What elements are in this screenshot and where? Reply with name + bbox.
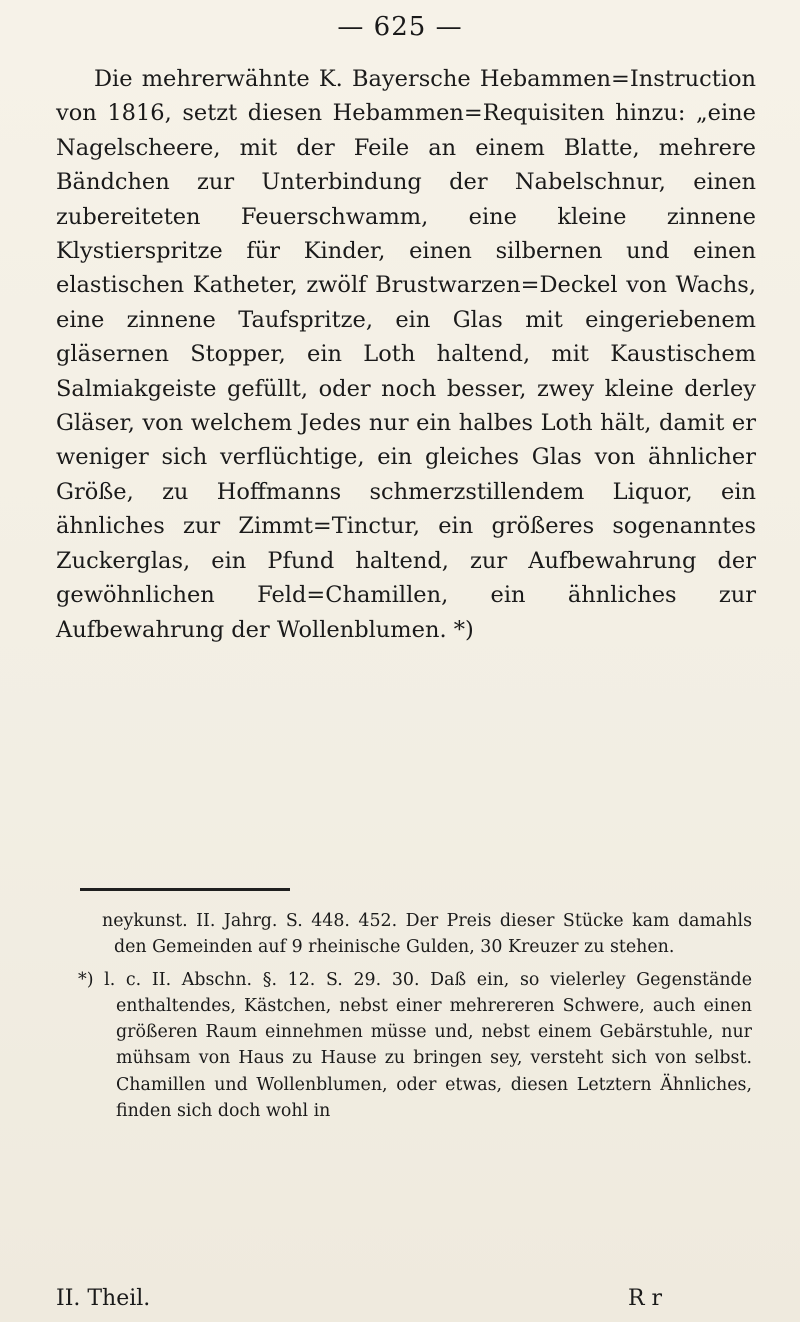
footnote-divider — [80, 888, 290, 891]
page-number: — 625 — — [337, 12, 463, 42]
signature-mark: R r — [628, 1286, 663, 1311]
footnote-continued: neykunst. II. Jahrg. S. 448. 452. Der Preis dieser Stücke kam damahls den Gemeinden auf 9 rheinische Gulden, 30 Kreuzer zu stehen. — [102, 911, 752, 958]
footnotes — [72, 908, 752, 1130]
footnote-star: *) l. c. II. Abschn. §. 12. S. 29. 30. Daß ein, so vielerley Gegenstände enthaltendes, Kästchen, nebst einer mehrereren Schwere, auch einen größeren Raum einnehmen müsse und, nebst einem Gebärstuhle, nur mühsam von Haus zu Hause zu bringen sey, versteht sich von selbst. Chamillen und Wollenblumen, oder etwas, diesen Letztern Ähnliches, finden sich doch wohl in — [78, 969, 752, 1122]
part-label: II. Theil. — [56, 1286, 151, 1311]
main-paragraph: Die mehrerwähnte K. Bayersche Hebammen=Instruction von 1816, setzt diesen Hebammen=Requisiten hinzu: „eine Nagelscheere, mit der Feile an einem Blatte, mehrere Bändchen zur Unterbindung der Nabelschnur, einen zubereiteten Feuerschwamm, eine kleine zinnene Klystierspritze für Kinder, einen silbernen und einen elastischen Katheter, zwölf Brustwarzen=Deckel von Wachs, eine zinnene Taufspritze, ein Glas mit eingeriebenem gläsernen Stopper, ein Loth haltend, mit Kaustischem Salmiakgeiste gefüllt, oder noch besser, zwey kleine derley Gläser, von welchem Jedes nur ein halbes Loth hält, damit er weniger sich verflüchtige, ein gleiches Glas von ähnlicher Größe, zu Hoffmanns schmerzstillendem Liquor, ein ähnliches zur Zimmt=Tinctur, ein größeres sogenanntes Zuckerglas, ein Pfund haltend, zur Aufbewahrung der gewöhnlichen Feld=Chamillen, ein ähnliches zur Aufbewahrung der Wollenblumen. *) — [56, 66, 756, 643]
